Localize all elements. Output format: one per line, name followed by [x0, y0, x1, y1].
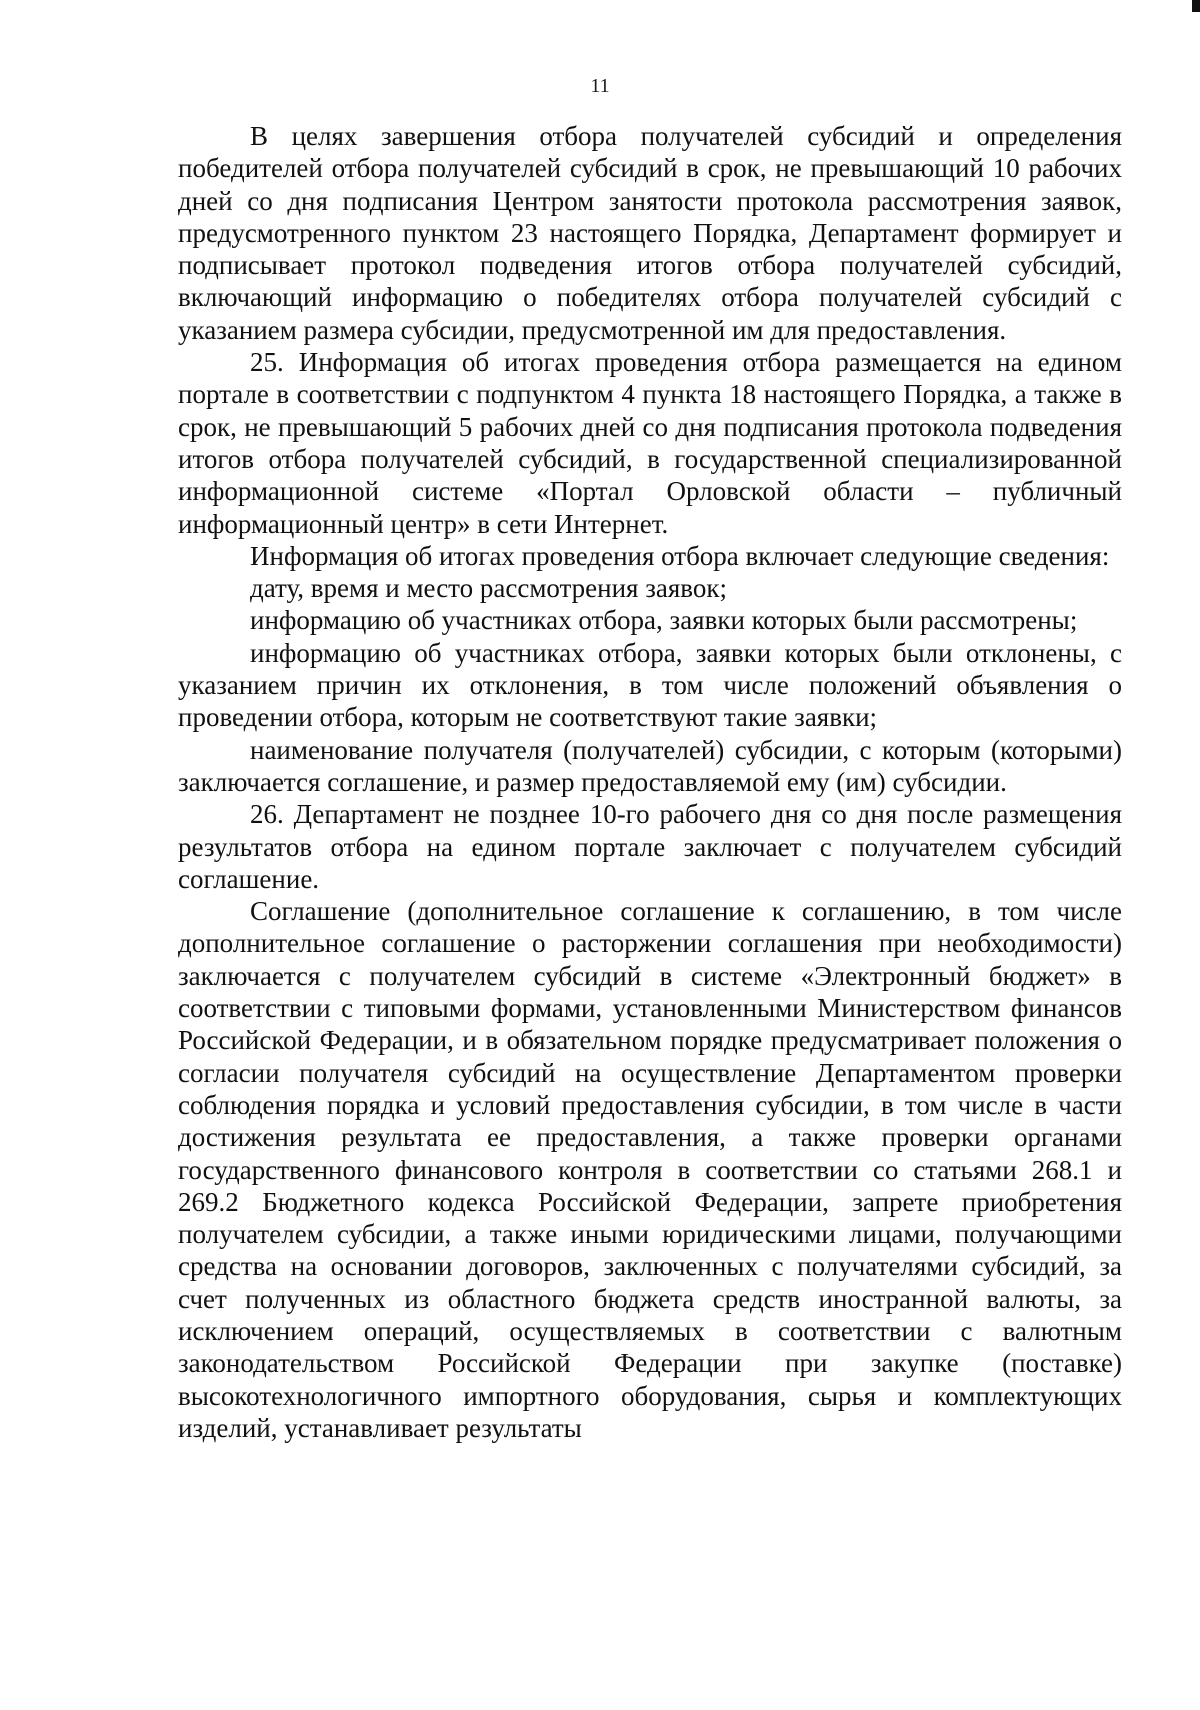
paragraph-agreement-terms: Соглашение (дополнительное соглашение к соглашению, в том числе дополнительное соглашение о расторжении соглашения при необходимости) заключается с получателем субсидий в системе «Электронный бюджет» в соответствии с типовыми формами, установленными Министерством финансов Российской Федерации, и в обязательном порядке предусматривает положения о согласии получателя субсидий на осуществление Департаментом проверки соблюдения порядка и условий предоставления субсидии, в том числе в части достижения результата ее предоставления, а также проверки органами государственного финансового контроля в соответствии со статьями 268.1 и 269.2 Бюджетного кодекса Российской Федерации, запрете приобретения получателем субсидии, а также иными юридическими лицами, получающими средства на основании договоров, заключенных с получателями субсидий, за счет полученных из областного бюджета средств иностранной валюты, за исключением операций, осуществляемых в соответствии с валютным законодательством Российской Федерации при закупке (поставке) высокотехнологичного импортного оборудования, сырья и комплектующих изделий, устанавливает результаты: [178, 896, 1122, 1443]
page-number: 11: [590, 75, 610, 97]
paragraph-25-results-info: 25. Информация об итогах проведения отбора размещается на едином портале в соответствии с подпунктом 4 пункта 18 настоящего Порядка, а также в срок, не превышающий 5 рабочих дней со дня подписания протокола подведения итогов отбора получателей субсидий, в государственной специализированной информационной системе «Портал Орловской области – публичный информационный центр» в сети Интернет.: [178, 347, 1122, 539]
scan-corner-mark: [1192, 0, 1200, 12]
paragraph-results-contents: Информация об итогах проведения отбора включает следующие сведения:: [250, 540, 1110, 571]
paragraph-26-agreement: 26. Департамент не позднее 10-го рабочего дня со дня после размещения результатов отбора на едином портале заключает с получателем субсидий соглашение.: [178, 799, 1122, 894]
list-item-date-time-place: дату, время и место рассмотрения заявок;: [250, 573, 727, 604]
list-item-reviewed-participants: информацию об участниках отбора, заявки которых были рассмотрены;: [250, 605, 1078, 636]
list-item-recipient-name: наименование получателя (получателей) субсидии, с которым (которыми) заключается соглашение, и размер предоставляемой ему (им) субсидии.: [178, 734, 1122, 797]
paragraph-final-protocol: В целях завершения отбора получателей субсидий и определения победителей отбора получателей субсидий в срок, не превышающий 10 рабочих дней со дня подписания Центром занятости протокола рассмотрения заявок, предусмотренного пунктом 23 настоящего Порядка, Департамент формирует и подписывает протокол подведения итогов отбора получателей субсидий, включающий информацию о победителях отбора получателей субсидий с указанием размера субсидии, предусмотренной им для предоставления.: [178, 121, 1122, 345]
document-body: [178, 120, 1122, 1444]
list-item-rejected-participants: информацию об участниках отбора, заявки которых были отклонены, с указанием причин их отклонения, в том числе положений объявления о проведении отбора, которым не соответствуют такие заявки;: [178, 637, 1122, 733]
